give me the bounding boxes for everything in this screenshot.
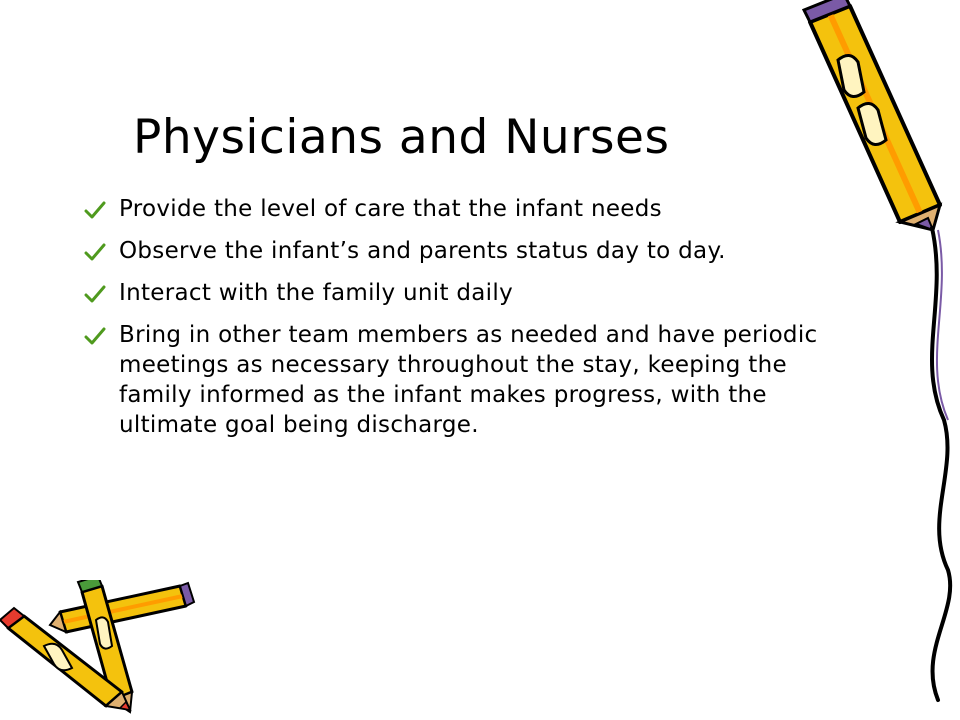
bullet-item	[84, 236, 864, 266]
bullet-text: Bring in other team members as needed and have periodic meetings as necessary throughout the stay, keeping the family informed as the infant makes progress, with the ultimate goal being discharge.	[119, 322, 818, 438]
check-icon	[84, 201, 106, 219]
bullet-text: Interact with the family unit daily	[119, 280, 513, 306]
check-icon	[84, 285, 106, 303]
bullet-text: Provide the level of care that the infant needs	[119, 196, 662, 222]
bullet-item	[84, 278, 864, 308]
pencil-decoration-right	[798, 0, 960, 720]
pencil-icon	[804, 0, 940, 230]
bullet-text: Observe the infant’s and parents status day to day.	[119, 238, 726, 264]
bullet-item	[84, 194, 864, 224]
pencil-icon	[50, 583, 194, 632]
bullet-item	[84, 320, 864, 440]
slide-title: Physicians and Nurses	[133, 110, 670, 165]
pencil-decoration-left	[0, 580, 200, 720]
check-icon	[84, 327, 106, 345]
bullet-list	[84, 194, 864, 452]
check-icon	[84, 243, 106, 261]
